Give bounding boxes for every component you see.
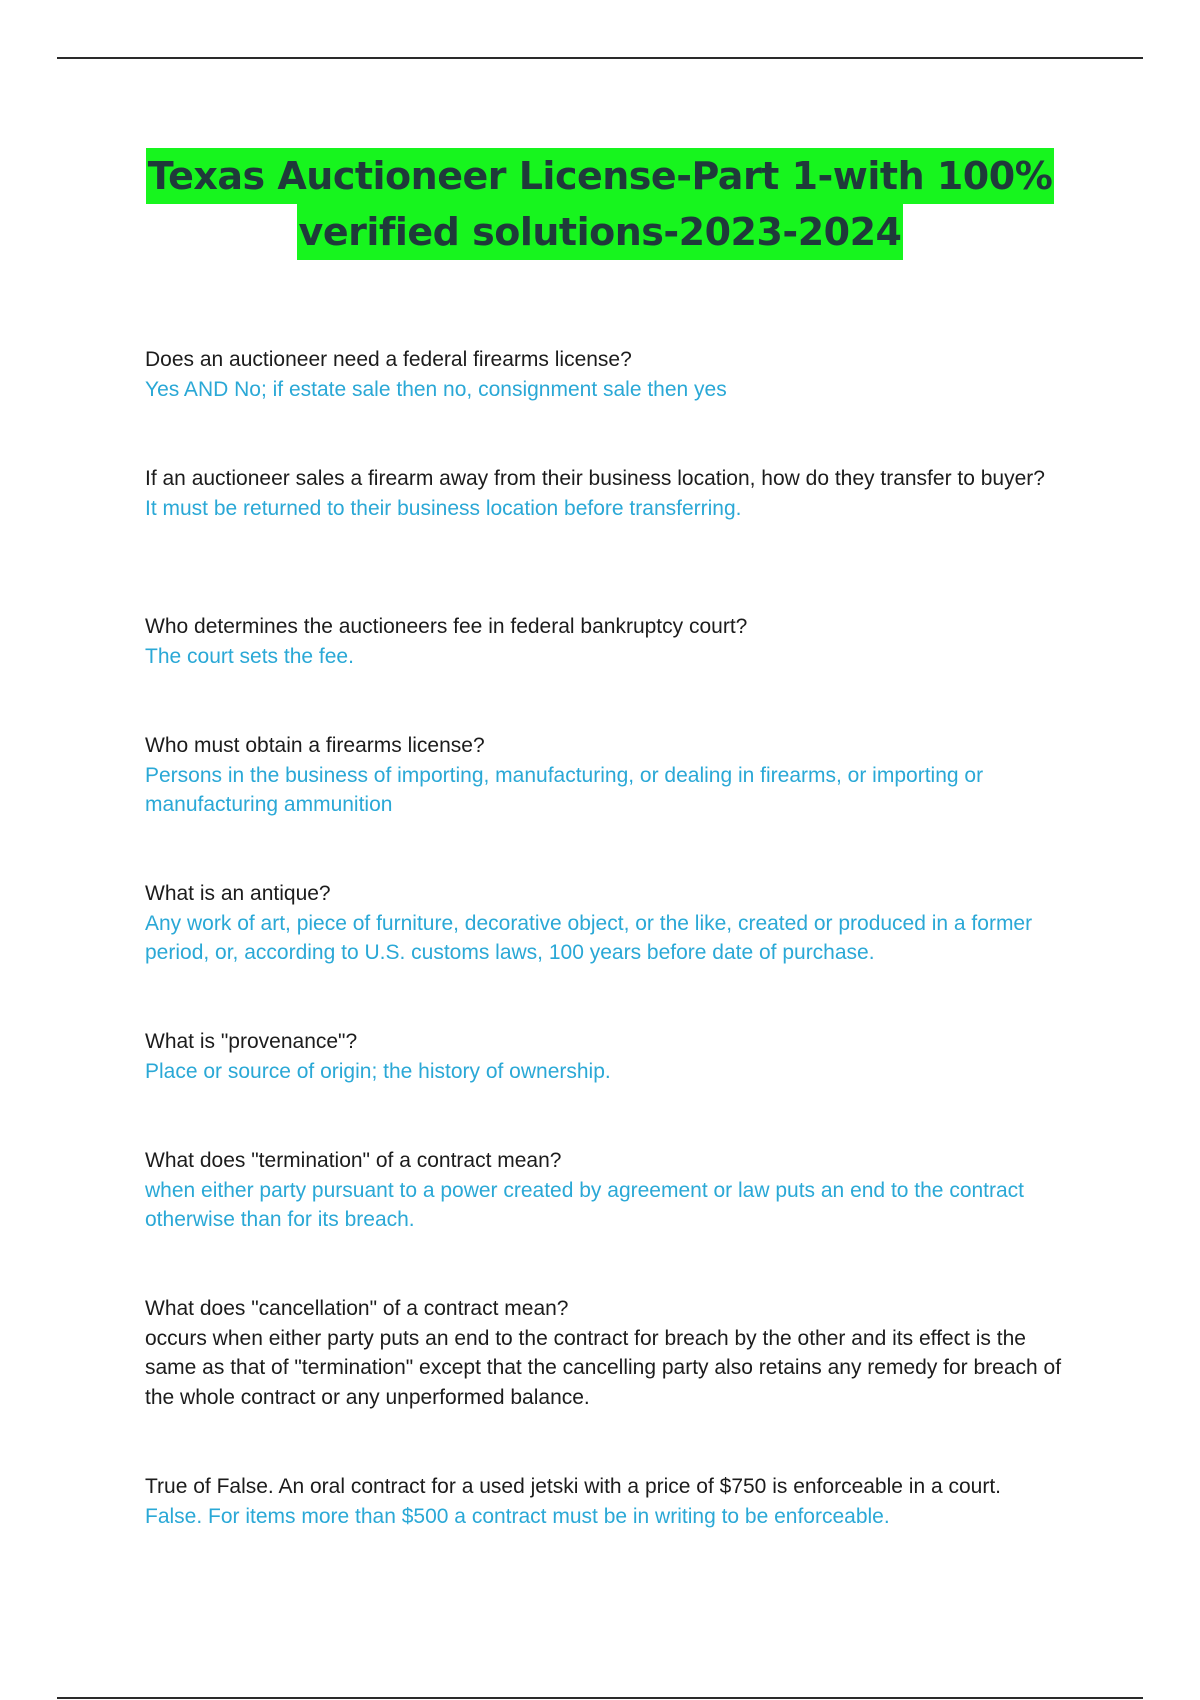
qa-item (145, 345, 1065, 404)
qa-item (145, 1027, 1065, 1086)
answer-text: False. For items more than $500 a contract must be in writing to be enforceable. (145, 1504, 890, 1528)
answer-text: Any work of art, piece of furniture, decorative object, or the like, created or produced in a former period, or, according to U.S. customs laws, 100 years before date of purchase. (145, 911, 1033, 964)
question-text: What is an antique? (145, 882, 331, 905)
bottom-divider (57, 1697, 1143, 1699)
qa-item (145, 1472, 1065, 1531)
question-text: True of False. An oral contract for a used jetski with a price of $750 is enforceable in a court. (145, 1475, 1001, 1498)
qa-item (145, 1146, 1065, 1235)
answer-text: Yes AND No; if estate sale then no, consignment sale then yes (145, 377, 727, 401)
question-text: Does an auctioneer need a federal firearms license? (145, 348, 632, 371)
answer-text: occurs when either party puts an end to the contract for breach by the other and its effect is the same as that of "termination" except that the cancelling party also retains any remedy for breach of the whole contract or any unperformed balance. (145, 1326, 1062, 1409)
title-line-1: Texas Auctioneer License-Part 1-with 100% (146, 148, 1055, 204)
qa-item (145, 879, 1065, 968)
question-text: Who determines the auctioneers fee in federal bankruptcy court? (145, 615, 748, 638)
question-text: What does "cancellation" of a contract mean? (145, 1297, 569, 1320)
question-text: What does "termination" of a contract mean? (145, 1149, 562, 1172)
qa-item (145, 612, 1065, 671)
answer-text: It must be returned to their business location before transferring. (145, 496, 742, 520)
question-text: If an auctioneer sales a firearm away from their business location, how do they transfer to buyer? (145, 467, 1045, 490)
answer-text: The court sets the fee. (145, 644, 354, 668)
qa-item (145, 464, 1065, 523)
document-title (100, 148, 1100, 260)
answer-text: when either party pursuant to a power created by agreement or law puts an end to the contract otherwise than for its breach. (145, 1178, 1025, 1231)
question-text: Who must obtain a firearms license? (145, 734, 485, 757)
top-divider (57, 57, 1143, 59)
answer-text: Place or source of origin; the history of ownership. (145, 1059, 611, 1083)
question-text: What is "provenance"? (145, 1030, 358, 1053)
qa-item (145, 1294, 1065, 1412)
answer-text: Persons in the business of importing, manufacturing, or dealing in firearms, or importing or manufacturing ammunition (145, 763, 984, 816)
title-line-2: verified solutions-2023-2024 (297, 204, 904, 260)
qa-item (145, 731, 1065, 820)
